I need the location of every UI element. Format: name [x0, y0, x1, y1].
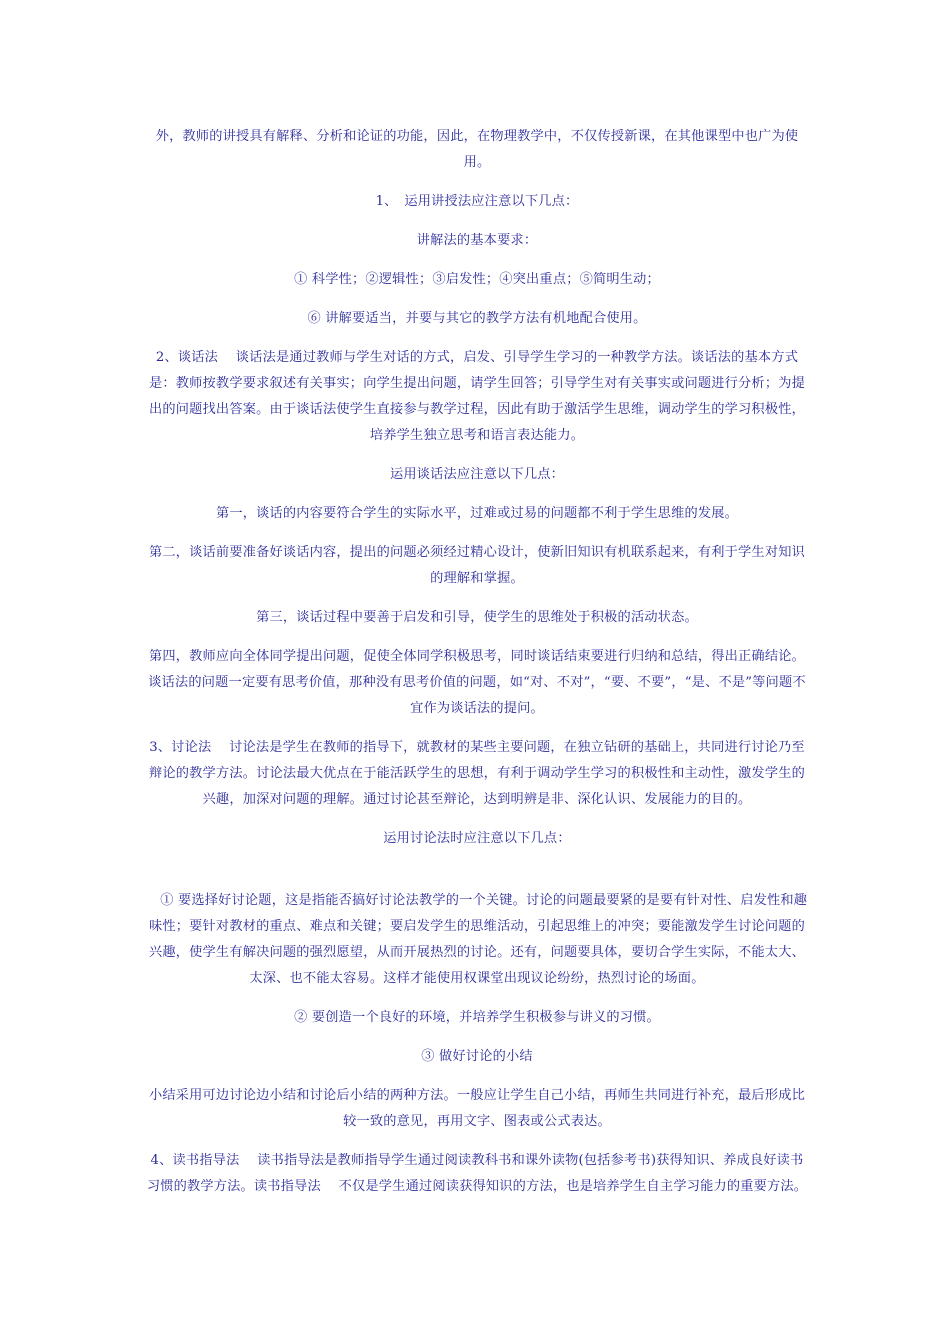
paragraph-reading-guidance: 4、读书指导法 读书指导法是教师指导学生通过阅读教科书和课外读物(包括参考书)获得知识、养成良好读书习惯的教学方法。读书指导法 不仅是学生通过阅读获得知识的方法，也是培养学生自主学习能力的重要方法。	[146, 1153, 808, 1194]
heading-discussion-notes: 运用讨论法时应注意以下几点：	[383, 831, 571, 846]
conversation-point-4: 第四，教师应向全体同学提出问题，促使全体同学积极思考，同时谈话结束要进行归纳和总结，得出正确结论。谈话法的问题一定要有思考价值，那种没有思考价值的问题，如“对、不对”，“要、不要”，“是、不是”等问题不宜作为谈话法的提问。	[148, 649, 806, 716]
document-page	[145, 124, 809, 1213]
paragraph-discussion-method: 3、讨论法 讨论法是学生在教师的指导下，就教材的某些主要问题，在独立钻研的基础上，共同进行讨论乃至辩论的教学方法。讨论法最大优点在于能活跃学生的思想，有利于调动学生学习的积极性和主动性，激发学生的兴趣，加深对问题的理解。通过讨论甚至辩论，达到明辨是非、深化认识、发展能力的目的。	[149, 740, 805, 807]
paragraph-conversation-method: 2、谈话法 谈话法是通过教师与学生对话的方式，启发、引导学生学习的一种教学方法。谈话法的基本方式是：教师按教学要求叙述有关事实；向学生提出问题，请学生回答；引导学生对有关事实或问题进行分析；为提出的问题找出答案。由于谈话法使学生直接参与教学过程，因此有助于激活学生思维，调动学生的学习积极性，培养学生独立思考和语言表达能力。	[149, 350, 805, 443]
discussion-point-3: ③ 做好讨论的小结	[421, 1049, 533, 1064]
discussion-point-1: ① 要选择好讨论题，这是指能否搞好讨论法教学的一个关键。讨论的问题最要紧的是要有针对性、启发性和趣味性；要针对教材的重点、难点和关键；要启发学生的思维活动，引起思维上的冲突；要能激发学生讨论问题的兴趣，使学生有解决问题的强烈愿望，从而开展热烈的讨论。还有，问题要具体，要切合学生实际，不能太大、太深、也不能太容易。这样才能使用权课堂出现议论纷纷，热烈讨论的场面。	[146, 893, 808, 986]
conversation-point-3: 第三，谈话过程中要善于启发和引导，使学生的思维处于积极的活动状态。	[256, 610, 698, 625]
heading-basic-requirements: 讲解法的基本要求：	[416, 233, 538, 248]
conversation-point-2: 第二，谈话前要准备好谈话内容，提出的问题必须经过精心设计，使新旧知识有机联系起来，有利于学生对知识的理解和掌握。	[149, 545, 805, 586]
conversation-point-1: 第一，谈话的内容要符合学生的实际水平，过难或过易的问题都不利于学生思维的发展。	[215, 506, 739, 521]
discussion-point-2: ② 要创造一个良好的环境，并培养学生积极参与讲义的习惯。	[294, 1010, 660, 1025]
requirements-item-6: ⑥ 讲解要适当，并要与其它的教学方法有机地配合使用。	[307, 311, 647, 326]
paragraph-lecture-intro: 外，教师的讲授具有解释、分析和论证的功能，因此，在物理教学中，不仅传授新课，在其他课型中也广为使用。	[155, 129, 799, 170]
paragraph-summary: 小结采用可边讨论边小结和讨论后小结的两种方法。一般应让学生自己小结，再师生共同进行补充，最后形成比较一致的意见，再用文字、图表或公式表达。	[149, 1088, 805, 1129]
requirements-list-1-5: ① 科学性；②逻辑性；③启发性；④突出重点；⑤简明生动；	[294, 272, 660, 287]
heading-conversation-notes: 运用谈话法应注意以下几点：	[389, 467, 565, 482]
heading-lecture-notes: 1、 运用讲授法应注意以下几点：	[375, 194, 579, 209]
